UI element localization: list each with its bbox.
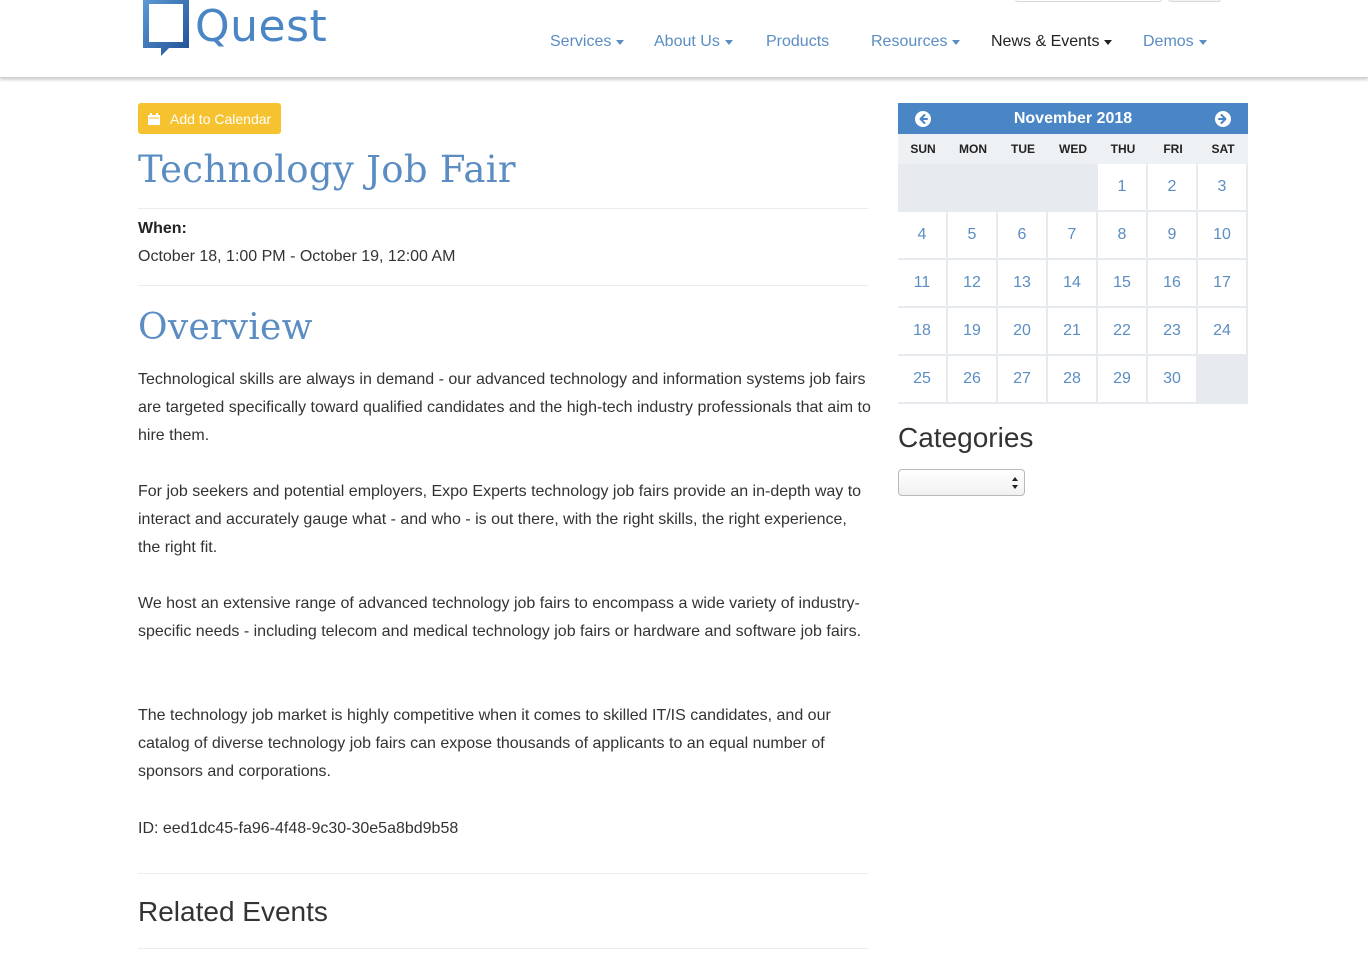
divider [138, 208, 868, 209]
calendar-day[interactable]: 10 [1198, 212, 1248, 260]
calendar-day[interactable]: 7 [1048, 212, 1098, 260]
overview-paragraph: We host an extensive range of advanced technology job fairs to encompass a wide variety of industry-specific needs - including telecom and medical technology job fairs or hardware and software job fairs. [138, 595, 862, 640]
calendar-day[interactable]: 30 [1148, 356, 1198, 404]
overview-heading: Overview [138, 307, 313, 348]
overview-paragraph: Technological skills are always in demand - our advanced technology and information systems job fairs are targeted specifically toward qualified candidates and the high-tech industry professionals that aim to hire them. [138, 371, 871, 444]
chevron-down-icon [725, 40, 733, 45]
calendar-weekdays [898, 134, 1248, 164]
weekday-label: FRI [1163, 142, 1183, 156]
calendar-day[interactable]: 11 [898, 260, 948, 308]
calendar-day[interactable]: 12 [948, 260, 998, 308]
event-id: ID: eed1dc45-fa96-4f48-9c30-30e5a8bd9b58 [138, 820, 459, 837]
weekday-label: SAT [1211, 142, 1235, 156]
calendar-day[interactable]: 26 [948, 356, 998, 404]
add-to-calendar-button[interactable]: Add to Calendar [138, 103, 281, 134]
calendar-day[interactable]: 1 [1098, 164, 1148, 212]
calendar-day[interactable]: 20 [998, 308, 1048, 356]
nav-products[interactable]: Products [766, 33, 830, 50]
chevron-down-icon [952, 40, 960, 45]
calendar-empty-cell [1048, 164, 1098, 212]
weekday-label: THU [1110, 142, 1136, 156]
chevron-down-icon [1199, 40, 1207, 45]
weekday-label: MON [959, 142, 987, 156]
calendar-day[interactable]: 9 [1148, 212, 1198, 260]
calendar-day[interactable]: 2 [1148, 164, 1198, 212]
nav-demos[interactable]: Demos [1143, 30, 1207, 54]
calendar-day[interactable]: 4 [898, 212, 948, 260]
calendar-day[interactable]: 25 [898, 356, 948, 404]
related-events-heading: Related Events [138, 896, 328, 927]
arrow-left-icon[interactable] [915, 111, 931, 127]
calendar-day[interactable]: 14 [1048, 260, 1098, 308]
when-label: When: [138, 220, 187, 237]
calendar-day[interactable]: 22 [1098, 308, 1148, 356]
nav-services[interactable]: Services [550, 30, 624, 54]
weekday-label: WED [1059, 142, 1087, 156]
calendar-grid [898, 164, 1248, 404]
calendar-icon [148, 113, 160, 125]
logo-text: Quest [195, 0, 328, 52]
divider [138, 873, 868, 874]
weekday-label: SUN [910, 142, 936, 156]
calendar-empty-cell [1198, 356, 1248, 404]
select-arrows-icon [1011, 476, 1019, 490]
nav-about-us[interactable]: About Us [654, 30, 733, 54]
calendar-empty-cell [948, 164, 998, 212]
calendar-day[interactable]: 29 [1098, 356, 1148, 404]
calendar-day[interactable]: 15 [1098, 260, 1148, 308]
calendar-day[interactable]: 21 [1048, 308, 1098, 356]
when-value: October 18, 1:00 PM - October 19, 12:00 AM [138, 248, 456, 265]
calendar-day[interactable]: 16 [1148, 260, 1198, 308]
calendar-day[interactable]: 24 [1198, 308, 1248, 356]
calendar-day[interactable]: 3 [1198, 164, 1248, 212]
logo-mark-icon [141, 0, 191, 56]
overview-paragraph: The technology job market is highly competitive when it comes to skilled IT/IS candidates, and our catalog of diverse technology job fairs can expose thousands of applicants to an equal number of sponsors and corporations. [138, 707, 831, 780]
calendar-header [898, 103, 1248, 134]
mini-calendar [898, 103, 1248, 404]
divider [138, 285, 868, 286]
nav-news-events[interactable]: News & Events [991, 30, 1112, 54]
calendar-empty-cell [898, 164, 948, 212]
calendar-day[interactable]: 8 [1098, 212, 1148, 260]
chevron-down-icon [616, 40, 624, 45]
calendar-day[interactable]: 27 [998, 356, 1048, 404]
calendar-day[interactable]: 13 [998, 260, 1048, 308]
logo[interactable] [141, 0, 327, 58]
calendar-empty-cell [998, 164, 1048, 212]
arrow-right-icon[interactable] [1215, 111, 1231, 127]
overview-paragraph: For job seekers and potential employers, Expo Experts technology job fairs provide an in-depth way to interact and accurately gauge what - and who - is out there, with the right skills, the right experience, the right fit. [138, 483, 862, 556]
calendar-day[interactable]: 28 [1048, 356, 1098, 404]
calendar-day[interactable]: 5 [948, 212, 998, 260]
page-title: Technology Job Fair [138, 148, 516, 191]
calendar-day[interactable]: 17 [1198, 260, 1248, 308]
weekday-label: TUE [1011, 142, 1035, 156]
search-input[interactable] [1015, 0, 1162, 2]
chevron-down-icon [1104, 40, 1112, 45]
categories-heading: Categories [898, 422, 1034, 453]
divider [138, 948, 868, 949]
calendar-day[interactable]: 23 [1148, 308, 1198, 356]
search-button[interactable] [1168, 0, 1221, 2]
calendar-day[interactable]: 6 [998, 212, 1048, 260]
calendar-month: November 2018 [1013, 109, 1133, 127]
calendar-day[interactable]: 19 [948, 308, 998, 356]
nav-resources[interactable]: Resources [871, 30, 960, 54]
site-header [0, 0, 1368, 78]
calendar-day[interactable]: 18 [898, 308, 948, 356]
categories-select[interactable] [898, 469, 1025, 496]
